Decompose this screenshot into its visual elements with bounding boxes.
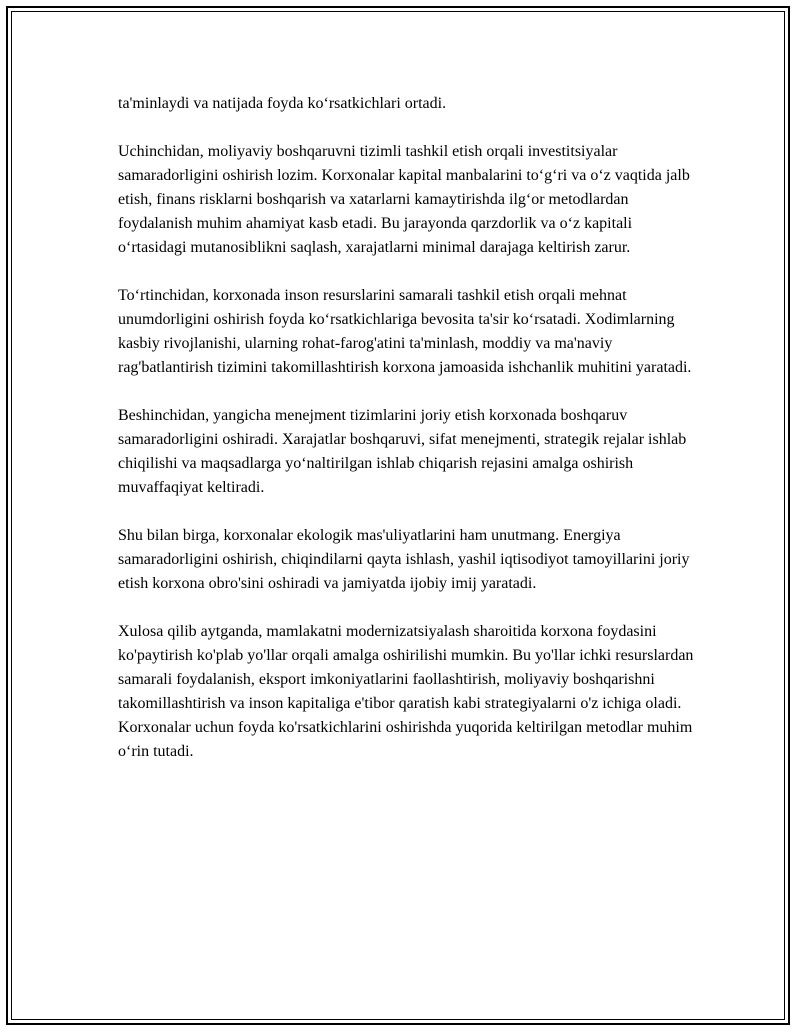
- paragraph-3: To‘rtinchidan, korxonada inson resurslarini samarali tashkil etish orqali mehnat unumdorligini oshirish foyda ko‘rsatkichlariga bevosita ta'sir ko‘rsatadi. Xodimlarning kasbiy rivojlanishi, ularning rohat-farog'atini ta'minlash, moddiy va ma'naviy rag'batlantirish tizimini takomillashtirish korxona jamoasida ishchanlik muhitini yaratadi.: [118, 287, 692, 376]
- paragraph-5: Shu bilan birga, korxonalar ekologik mas'uliyatlarini ham unutmang. Energiya samaradorligini oshirish, chiqindilarni qayta ishlash, yashil iqtisodiyot tamoyillarini joriy etish korxona obro'sini oshiradi va jamiyatda ijobiy imij yaratadi.: [118, 527, 690, 592]
- paragraph-6: Xulosa qilib aytganda, mamlakatni modernizatsiyalash sharoitida korxona foydasini ko'paytirish ko'plab yo'llar orqali amalga oshirilishi mumkin. Bu yo'llar ichki resurslardan samarali foydalanish, eksport imkoniyatlarini faollashtirish, moliyaviy boshqarishni takomillashtirish va inson kapitaliga e'tibor qaratish kabi strategiyalarni o'z ichiga oladi. Korxonalar uchun foyda ko'rsatkichlarini oshirishda yuqorida keltirilgan metodlar muhim o‘rin tutadi.: [118, 623, 694, 760]
- paragraph-4: Beshinchidan, yangicha menejment tizimlarini joriy etish korxonada boshqaruv samaradorligini oshiradi. Xarajatlar boshqaruvi, sifat menejmenti, strategik rejalar ishlab chiqilishi va maqsadlarga yo‘naltirilgan ishlab chiqarish rejasini amalga oshirish muvaffaqiyat keltiradi.: [118, 407, 687, 496]
- paragraph-2: Uchinchidan, moliyaviy boshqaruvni tizimli tashkil etish orqali investitsiyalar samaradorligini oshirish lozim. Korxonalar kapital manbalarini to‘g‘ri va o‘z vaqtida jalb etish, finans risklarni boshqarish va xatarlarni kamaytirishda ilg‘or metodlardan foydalanish muhim ahamiyat kasb etadi. Bu jarayonda qarzdorlik va o‘z kapitali o‘rtasidagi mutanosiblikni saqlash, xarajatlarni minimal darajaga keltirish zarur.: [118, 143, 690, 256]
- document-body: [118, 92, 698, 788]
- paragraph-1: ta'minlaydi va natijada foyda ko‘rsatkichlari ortadi.: [118, 95, 447, 112]
